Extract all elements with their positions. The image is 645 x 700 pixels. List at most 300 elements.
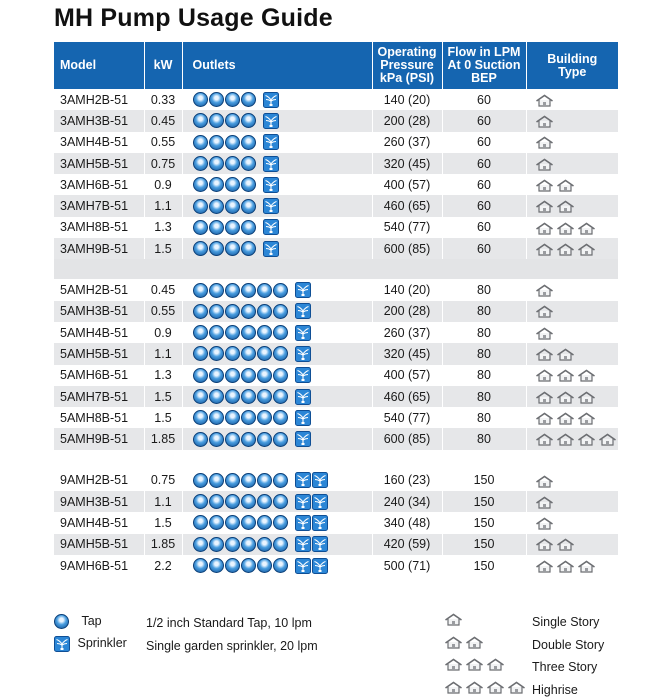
tap-icon xyxy=(209,92,224,107)
house-icon xyxy=(444,681,463,694)
tap-icon xyxy=(225,537,240,552)
tap-icon xyxy=(241,537,256,552)
house-icon xyxy=(535,391,554,404)
table-row xyxy=(54,534,618,555)
house-icon xyxy=(556,560,575,573)
table-row xyxy=(54,407,618,428)
sprinkler-icon xyxy=(295,325,311,341)
table-row xyxy=(54,238,618,259)
model-cell: 5AMH5B-51 xyxy=(54,343,144,364)
outlets-cell xyxy=(182,153,372,174)
pressure-cell: 160 (23) xyxy=(372,470,442,491)
tap-icon xyxy=(257,389,272,404)
tap-icon xyxy=(225,135,240,150)
legend-building-icons xyxy=(444,612,465,626)
house-icon xyxy=(556,369,575,382)
tap-icon xyxy=(241,325,256,340)
house-icon xyxy=(535,412,554,425)
pressure-cell: 500 (71) xyxy=(372,555,442,576)
building-cell xyxy=(526,110,618,131)
outlets-cell xyxy=(182,555,372,576)
house-icon xyxy=(444,613,463,626)
building-cell xyxy=(526,174,618,195)
model-cell: 3AMH5B-51 xyxy=(54,153,144,174)
tap-icon xyxy=(209,494,224,509)
pressure-cell: 420 (59) xyxy=(372,534,442,555)
table-row xyxy=(54,89,618,110)
tap-icon xyxy=(193,220,208,235)
tap-icon xyxy=(209,177,224,192)
tap-icon xyxy=(225,346,240,361)
house-icon xyxy=(486,658,505,671)
house-icon xyxy=(535,433,554,446)
tap-icon xyxy=(257,346,272,361)
tap-icon xyxy=(241,515,256,530)
table-row xyxy=(54,279,618,300)
outlets-cell xyxy=(182,428,372,449)
tap-icon xyxy=(193,410,208,425)
pump-table xyxy=(54,42,618,576)
kw-cell: 1.1 xyxy=(144,195,182,216)
sprinkler-icon xyxy=(263,177,279,193)
tap-icon xyxy=(225,325,240,340)
tap-icon xyxy=(209,325,224,340)
building-cell xyxy=(526,153,618,174)
tap-icon xyxy=(241,346,256,361)
pressure-cell: 260 (37) xyxy=(372,322,442,343)
tap-icon xyxy=(257,283,272,298)
model-cell: 9AMH2B-51 xyxy=(54,470,144,491)
tap-icon xyxy=(241,283,256,298)
tap-icon xyxy=(225,558,240,573)
building-cell xyxy=(526,365,618,386)
tap-icon xyxy=(225,113,240,128)
sprinkler-icon xyxy=(263,92,279,108)
house-icon xyxy=(598,433,617,446)
tap-icon xyxy=(193,473,208,488)
legend-sprinkler-description: Single garden sprinkler, 20 lpm xyxy=(146,639,318,653)
table-row xyxy=(54,301,618,322)
sprinkler-icon xyxy=(312,536,328,552)
flow-cell: 80 xyxy=(442,407,526,428)
flow-cell: 80 xyxy=(442,343,526,364)
tap-icon xyxy=(209,368,224,383)
house-icon xyxy=(556,433,575,446)
tap-icon xyxy=(209,113,224,128)
tap-icon xyxy=(193,177,208,192)
kw-cell: 0.45 xyxy=(144,110,182,131)
outlets-cell xyxy=(182,217,372,238)
tap-icon xyxy=(209,283,224,298)
legend-building-label: Three Story xyxy=(532,660,598,674)
kw-cell: 0.33 xyxy=(144,89,182,110)
tap-icon xyxy=(273,410,288,425)
model-cell: 5AMH7B-51 xyxy=(54,386,144,407)
tap-icon xyxy=(241,304,256,319)
tap-icon xyxy=(193,389,208,404)
tap-icon xyxy=(193,241,208,256)
tap-icon xyxy=(273,494,288,509)
tap-icon xyxy=(209,432,224,447)
table-row xyxy=(54,555,618,576)
model-cell: 9AMH6B-51 xyxy=(54,555,144,576)
flow-cell: 60 xyxy=(442,132,526,153)
tap-icon xyxy=(193,368,208,383)
sprinkler-icon xyxy=(263,219,279,235)
pressure-cell: 600 (85) xyxy=(372,238,442,259)
tap-icon xyxy=(273,389,288,404)
building-cell xyxy=(526,89,618,110)
house-icon xyxy=(535,517,554,530)
pressure-cell: 600 (85) xyxy=(372,428,442,449)
building-cell xyxy=(526,470,618,491)
house-icon xyxy=(556,179,575,192)
header-building: Building Type xyxy=(526,42,618,89)
tap-icon xyxy=(273,537,288,552)
tap-icon xyxy=(241,199,256,214)
building-cell xyxy=(526,195,618,216)
house-icon xyxy=(556,538,575,551)
pressure-cell: 460 (65) xyxy=(372,195,442,216)
tap-icon xyxy=(209,304,224,319)
flow-cell: 60 xyxy=(442,195,526,216)
tap-icon xyxy=(225,220,240,235)
legend-tap-description: 1/2 inch Standard Tap, 10 lpm xyxy=(146,616,312,630)
header-outlets: Outlets xyxy=(182,42,372,89)
kw-cell: 1.5 xyxy=(144,386,182,407)
sprinkler-icon xyxy=(263,113,279,129)
tap-icon xyxy=(241,113,256,128)
outlets-cell xyxy=(182,132,372,153)
legend-sprinkler xyxy=(54,636,127,652)
tap-icon xyxy=(225,283,240,298)
pressure-cell: 320 (45) xyxy=(372,153,442,174)
building-cell xyxy=(526,386,618,407)
house-icon xyxy=(465,658,484,671)
building-cell xyxy=(526,491,618,512)
house-icon xyxy=(535,158,554,171)
sprinkler-icon xyxy=(263,156,279,172)
house-icon xyxy=(535,475,554,488)
flow-cell: 80 xyxy=(442,428,526,449)
outlets-cell xyxy=(182,89,372,110)
tap-icon xyxy=(209,199,224,214)
house-icon xyxy=(556,222,575,235)
tap-icon xyxy=(257,537,272,552)
kw-cell: 1.3 xyxy=(144,217,182,238)
tap-icon xyxy=(209,346,224,361)
model-cell: 3AMH9B-51 xyxy=(54,238,144,259)
table-body xyxy=(54,89,618,576)
tap-icon xyxy=(257,515,272,530)
tap-icon xyxy=(225,304,240,319)
kw-cell: 0.55 xyxy=(144,132,182,153)
kw-cell: 0.75 xyxy=(144,153,182,174)
sprinkler-icon xyxy=(295,536,311,552)
building-cell xyxy=(526,322,618,343)
sprinkler-icon xyxy=(295,494,311,510)
table-row xyxy=(54,365,618,386)
house-icon xyxy=(535,222,554,235)
building-cell xyxy=(526,301,618,322)
flow-cell: 80 xyxy=(442,386,526,407)
house-icon xyxy=(556,348,575,361)
sprinkler-icon xyxy=(54,636,70,652)
tap-icon xyxy=(273,515,288,530)
tap-icon xyxy=(241,220,256,235)
header-model: Model xyxy=(54,42,144,89)
tap-icon xyxy=(225,494,240,509)
house-icon xyxy=(577,222,596,235)
house-icon xyxy=(444,636,463,649)
tap-icon xyxy=(193,346,208,361)
tap-icon xyxy=(225,156,240,171)
pressure-cell: 200 (28) xyxy=(372,110,442,131)
legend-building-icons xyxy=(444,680,528,694)
house-icon xyxy=(486,681,505,694)
outlets-cell xyxy=(182,238,372,259)
kw-cell: 1.1 xyxy=(144,491,182,512)
sprinkler-icon xyxy=(295,431,311,447)
sprinkler-icon xyxy=(295,282,311,298)
outlets-cell xyxy=(182,534,372,555)
tap-icon xyxy=(241,494,256,509)
tap-icon xyxy=(273,325,288,340)
kw-cell: 1.5 xyxy=(144,512,182,533)
building-cell xyxy=(526,343,618,364)
table-row xyxy=(54,428,618,449)
outlets-cell xyxy=(182,407,372,428)
tap-icon xyxy=(209,537,224,552)
sprinkler-icon xyxy=(295,367,311,383)
building-cell xyxy=(526,132,618,153)
outlets-cell xyxy=(182,365,372,386)
house-icon xyxy=(444,658,463,671)
tap-icon xyxy=(193,558,208,573)
outlets-cell xyxy=(182,195,372,216)
sprinkler-icon xyxy=(295,515,311,531)
flow-cell: 150 xyxy=(442,534,526,555)
house-icon xyxy=(535,305,554,318)
tap-icon xyxy=(209,241,224,256)
kw-cell: 1.85 xyxy=(144,428,182,449)
tap-icon xyxy=(209,135,224,150)
tap-icon xyxy=(225,368,240,383)
tap-icon xyxy=(193,113,208,128)
tap-icon xyxy=(257,304,272,319)
pressure-cell: 400 (57) xyxy=(372,174,442,195)
tap-icon xyxy=(241,473,256,488)
table-row xyxy=(54,195,618,216)
house-icon xyxy=(465,681,484,694)
tap-icon xyxy=(273,283,288,298)
building-cell xyxy=(526,407,618,428)
tap-icon xyxy=(193,92,208,107)
house-icon xyxy=(535,115,554,128)
kw-cell: 1.5 xyxy=(144,407,182,428)
sprinkler-icon xyxy=(263,134,279,150)
table-row xyxy=(54,343,618,364)
house-icon xyxy=(556,391,575,404)
sprinkler-icon xyxy=(312,558,328,574)
table-header-row xyxy=(54,42,618,89)
legend-building-icons xyxy=(444,657,507,671)
house-icon xyxy=(535,284,554,297)
sprinkler-icon xyxy=(263,241,279,257)
tap-icon xyxy=(257,368,272,383)
pressure-cell: 540 (77) xyxy=(372,217,442,238)
tap-icon xyxy=(241,135,256,150)
tap-icon xyxy=(209,515,224,530)
model-cell: 3AMH6B-51 xyxy=(54,174,144,195)
house-icon xyxy=(535,179,554,192)
header-pressure: Operating Pressure kPa (PSI) xyxy=(372,42,442,89)
kw-cell: 2.2 xyxy=(144,555,182,576)
flow-cell: 60 xyxy=(442,89,526,110)
house-icon xyxy=(535,348,554,361)
model-cell: 5AMH3B-51 xyxy=(54,301,144,322)
sprinkler-icon xyxy=(295,303,311,319)
tap-icon xyxy=(193,304,208,319)
house-icon xyxy=(535,94,554,107)
flow-cell: 60 xyxy=(442,174,526,195)
tap-icon xyxy=(209,473,224,488)
tap-icon xyxy=(273,558,288,573)
tap-icon xyxy=(225,389,240,404)
legend-sprinkler-label: Sprinkler xyxy=(77,636,127,651)
outlets-cell xyxy=(182,174,372,195)
pressure-cell: 240 (34) xyxy=(372,491,442,512)
building-cell xyxy=(526,238,618,259)
flow-cell: 60 xyxy=(442,217,526,238)
model-cell: 3AMH4B-51 xyxy=(54,132,144,153)
model-cell: 5AMH2B-51 xyxy=(54,279,144,300)
flow-cell: 150 xyxy=(442,512,526,533)
flow-cell: 60 xyxy=(442,238,526,259)
house-icon xyxy=(577,560,596,573)
house-icon xyxy=(507,681,526,694)
outlets-cell xyxy=(182,110,372,131)
house-icon xyxy=(577,243,596,256)
model-cell: 5AMH4B-51 xyxy=(54,322,144,343)
flow-cell: 150 xyxy=(442,555,526,576)
house-icon xyxy=(577,369,596,382)
tap-icon xyxy=(241,241,256,256)
house-icon xyxy=(577,391,596,404)
house-icon xyxy=(556,200,575,213)
sprinkler-icon xyxy=(295,389,311,405)
header-kw: kW xyxy=(144,42,182,89)
tap-icon xyxy=(241,156,256,171)
tap-icon xyxy=(241,368,256,383)
tap-icon xyxy=(273,432,288,447)
legend-building-label: Double Story xyxy=(532,638,605,652)
table-row xyxy=(54,512,618,533)
house-icon xyxy=(535,136,554,149)
model-cell: 3AMH8B-51 xyxy=(54,217,144,238)
tap-icon xyxy=(257,558,272,573)
kw-cell: 0.9 xyxy=(144,322,182,343)
outlets-cell xyxy=(182,386,372,407)
pressure-cell: 540 (77) xyxy=(372,407,442,428)
house-icon xyxy=(535,369,554,382)
model-cell: 5AMH9B-51 xyxy=(54,428,144,449)
building-cell xyxy=(526,279,618,300)
building-cell xyxy=(526,534,618,555)
sprinkler-icon xyxy=(312,494,328,510)
group-separator xyxy=(54,259,618,279)
sprinkler-icon xyxy=(312,472,328,488)
tap-icon xyxy=(193,432,208,447)
tap-icon xyxy=(257,494,272,509)
table-row xyxy=(54,217,618,238)
tap-icon xyxy=(193,494,208,509)
flow-cell: 60 xyxy=(442,110,526,131)
flow-cell: 80 xyxy=(442,365,526,386)
tap-icon xyxy=(193,135,208,150)
table-row xyxy=(54,174,618,195)
table-row xyxy=(54,132,618,153)
tap-icon xyxy=(225,177,240,192)
table-row xyxy=(54,386,618,407)
tap-icon xyxy=(273,346,288,361)
kw-cell: 1.1 xyxy=(144,343,182,364)
model-cell: 3AMH7B-51 xyxy=(54,195,144,216)
flow-cell: 60 xyxy=(442,153,526,174)
house-icon xyxy=(535,200,554,213)
model-cell: 5AMH8B-51 xyxy=(54,407,144,428)
pressure-cell: 340 (48) xyxy=(372,512,442,533)
sprinkler-icon xyxy=(295,346,311,362)
tap-icon xyxy=(241,410,256,425)
pressure-cell: 200 (28) xyxy=(372,301,442,322)
legend-tap-label: Tap xyxy=(81,614,102,628)
tap-icon xyxy=(193,537,208,552)
tap-icon xyxy=(193,325,208,340)
building-cell xyxy=(526,217,618,238)
tap-icon xyxy=(225,473,240,488)
tap-icon xyxy=(209,558,224,573)
model-cell: 9AMH4B-51 xyxy=(54,512,144,533)
sprinkler-icon xyxy=(295,558,311,574)
tap-icon xyxy=(241,389,256,404)
outlets-cell xyxy=(182,279,372,300)
pressure-cell: 140 (20) xyxy=(372,279,442,300)
house-icon xyxy=(535,538,554,551)
page-title: MH Pump Usage Guide xyxy=(54,4,333,32)
pressure-cell: 400 (57) xyxy=(372,365,442,386)
tap-icon xyxy=(241,177,256,192)
tap-icon xyxy=(257,473,272,488)
tap-icon xyxy=(225,515,240,530)
tap-icon xyxy=(257,432,272,447)
house-icon xyxy=(535,243,554,256)
model-cell: 3AMH3B-51 xyxy=(54,110,144,131)
house-icon xyxy=(556,412,575,425)
legend-tap xyxy=(54,614,102,629)
house-icon xyxy=(556,243,575,256)
tap-icon xyxy=(225,92,240,107)
kw-cell: 0.9 xyxy=(144,174,182,195)
sprinkler-icon xyxy=(263,198,279,214)
group-separator xyxy=(54,450,618,470)
tap-icon xyxy=(273,304,288,319)
sprinkler-icon xyxy=(312,515,328,531)
tap-icon xyxy=(225,241,240,256)
tap-icon xyxy=(273,368,288,383)
tap-icon xyxy=(225,410,240,425)
kw-cell: 1.5 xyxy=(144,238,182,259)
